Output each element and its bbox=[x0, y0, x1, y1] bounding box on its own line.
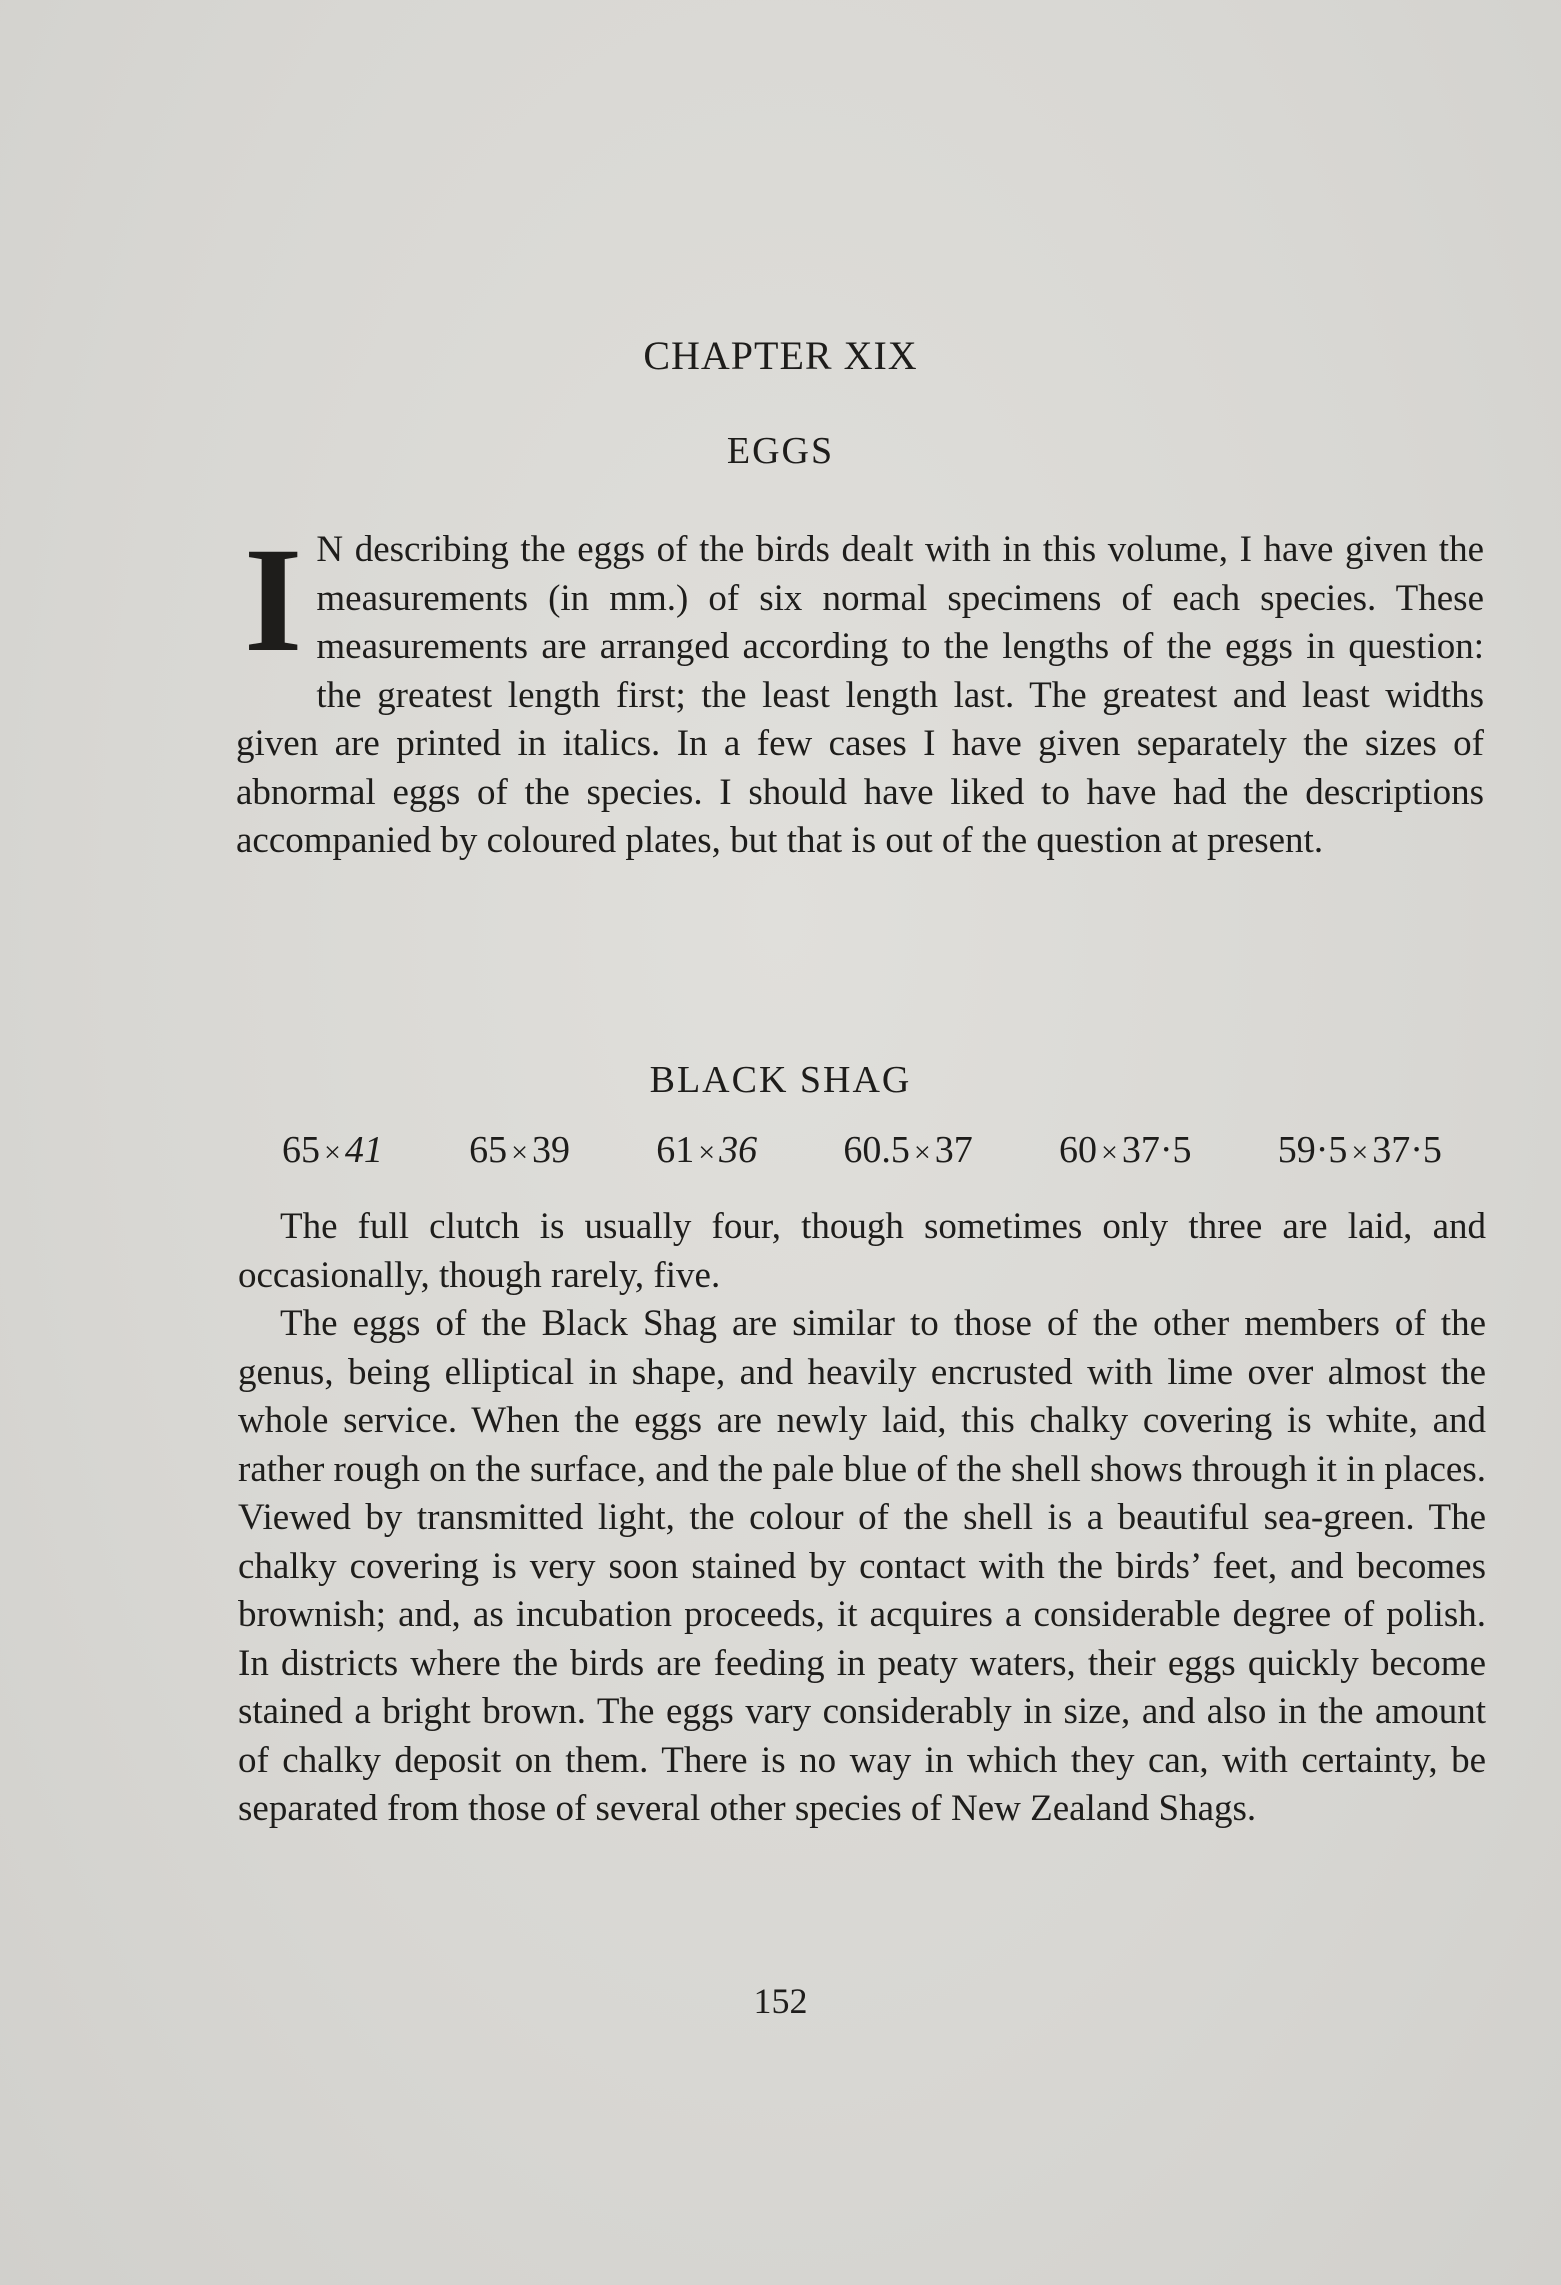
intro-paragraph bbox=[236, 517, 1484, 866]
measurement bbox=[1278, 1128, 1442, 1172]
measurement-width: 37·5 bbox=[1121, 1129, 1192, 1171]
measurement-length: 61 bbox=[656, 1129, 695, 1171]
measurement-width: 37·5 bbox=[1372, 1129, 1442, 1171]
measurement bbox=[282, 1128, 383, 1172]
measurement bbox=[469, 1128, 570, 1172]
measurement bbox=[1059, 1128, 1192, 1172]
page-number: 152 bbox=[753, 1981, 808, 2021]
measurement-length: 59·5 bbox=[1277, 1129, 1348, 1171]
measurement-width: 37 bbox=[934, 1129, 973, 1171]
measurement bbox=[843, 1128, 972, 1172]
measurement-length: 65 bbox=[469, 1129, 508, 1171]
intro-text: N describing the eggs of the birds dealt with in this volume, I have given the measurements (in mm.) of six normal specimens of each species. These measurements are arranged according to the lengths of the eggs in question: the greatest length first; the least length last. The greatest and least widths given are printed in italics. In a few cases I have given separately the sizes of abnormal eggs of the species. I should have liked to have had the descriptions accompanied by coloured plates, but that is out of the question at present. bbox=[236, 529, 1484, 861]
measurement-length: 65 bbox=[282, 1129, 320, 1171]
measurement-width: 39 bbox=[532, 1129, 571, 1171]
measurement bbox=[656, 1128, 757, 1172]
species-description bbox=[238, 1203, 1486, 1834]
section-title: EGGS bbox=[726, 430, 835, 472]
times-sign: × bbox=[1100, 1136, 1118, 1169]
body-paragraph: The eggs of the Black Shag are similar to those of the other members of the genus, being elliptical in shape, and heavily encrusted with lime over almost the whole service. When the eggs are newly laid, this chalky covering is white, and rather rough on the surface, and the pale blue of the shell shows through it in places. Viewed by transmitted light, the colour of the shell is a beautiful sea-green. The chalky covering is very soon stained by contact with the birds’ feet, and becomes brownish; and, as incubation proceeds, it acquires a considerable degree of polish. In districts where the birds are feeding in peaty waters, their eggs quickly become stained a bright brown. The eggs vary considerably in size, and also in the amount of chalky deposit on them. There is no way in which they can, with certainty, be separated from those of several other species of New Zealand Shags. bbox=[238, 1303, 1486, 1829]
times-sign: × bbox=[913, 1136, 931, 1169]
measurement-length: 60 bbox=[1058, 1129, 1097, 1171]
drop-cap: I bbox=[244, 517, 303, 683]
species-title: BLACK SHAG bbox=[649, 1059, 912, 1101]
measurement-width: 36 bbox=[719, 1129, 758, 1171]
times-sign: × bbox=[324, 1136, 341, 1169]
times-sign: × bbox=[698, 1136, 716, 1169]
measurement-length: 60.5 bbox=[843, 1129, 910, 1171]
egg-measurements bbox=[282, 1128, 1442, 1172]
measurement-width: 41 bbox=[344, 1129, 383, 1171]
times-sign: × bbox=[511, 1136, 529, 1169]
body-paragraph: The full clutch is usually four, though sometimes only three are laid, and occasionally, though rarely, five. bbox=[238, 1206, 1486, 1296]
times-sign: × bbox=[1351, 1136, 1369, 1169]
chapter-title: CHAPTER XIX bbox=[643, 333, 918, 378]
